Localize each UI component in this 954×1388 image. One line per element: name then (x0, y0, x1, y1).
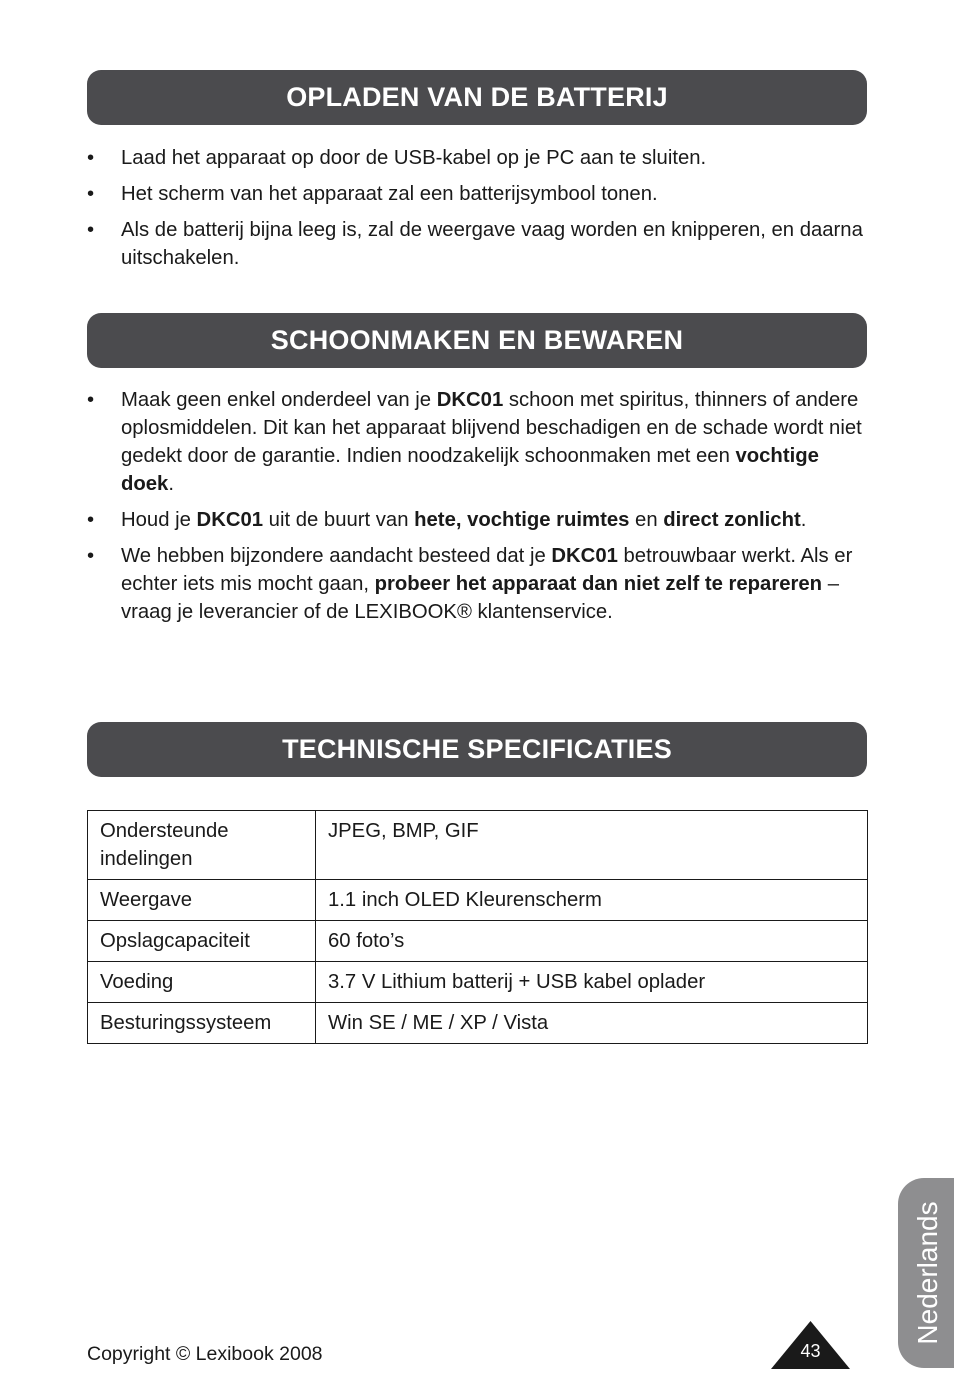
bullet-icon: • (87, 219, 95, 241)
cleaning-bullet-list (87, 386, 867, 634)
list-item (87, 386, 867, 498)
section-heading-cleaning (87, 313, 867, 368)
table-row (88, 880, 868, 921)
language-tab (898, 1178, 954, 1368)
bullet-text: Het scherm van het apparaat zal een batterijsymbool tonen. (121, 183, 658, 205)
spec-value: Win SE / ME / XP / Vista (316, 1003, 868, 1044)
spec-label: Besturingssysteem (88, 1003, 316, 1044)
section-heading-specs (87, 722, 867, 777)
list-item (87, 180, 867, 208)
section-heading-charging (87, 70, 867, 125)
section-title-cleaning: SCHOONMAKEN EN BEWAREN (270, 325, 684, 355)
list-item (87, 216, 867, 272)
copyright-notice: Copyright © Lexibook 2008 (87, 1343, 323, 1365)
section-title-charging: OPLADEN VAN DE BATTERIJ (286, 82, 668, 112)
spec-label: Ondersteunde indelingen (88, 811, 316, 880)
table-row (88, 1003, 868, 1044)
list-item (87, 542, 867, 626)
spec-value: 60 foto’s (316, 921, 868, 962)
bullet-text: Houd je DKC01 uit de buurt van hete, vochtige ruimtes en direct zonlicht. (121, 509, 807, 531)
bullet-text: We hebben bijzondere aandacht besteed dat je DKC01 betrouwbaar werkt. Als er echter iets mis mocht gaan, probeer het apparaat dan niet zelf te repareren – vraag je leverancier of de LEXIBOOK® klantenservice. (121, 545, 853, 623)
table-row (88, 962, 868, 1003)
spec-value: JPEG, BMP, GIF (316, 811, 868, 880)
section-title-specs: TECHNISCHE SPECIFICATIES (282, 734, 672, 764)
bullet-icon: • (87, 545, 95, 567)
charging-bullet-list (87, 144, 867, 280)
page-number-badge (771, 1321, 850, 1369)
bullet-text: Als de batterij bijna leeg is, zal de weergave vaag worden en knipperen, en daarna uitschakelen. (121, 219, 863, 269)
bullet-icon: • (87, 183, 95, 205)
bullet-text: Maak geen enkel onderdeel van je DKC01 schoon met spiritus, thinners of andere oplosmiddelen. Dit kan het apparaat blijvend beschadigen en de schade wordt niet gedekt door de garantie. Indien noodzakelijk schoonmaken met een vochtige doek. (121, 389, 862, 495)
table-row (88, 921, 868, 962)
bullet-icon: • (87, 389, 95, 411)
list-item (87, 506, 867, 534)
spec-table (87, 810, 868, 1044)
page-number: 43 (800, 1341, 821, 1361)
spec-label: Voeding (88, 962, 316, 1003)
language-tab-label: Nederlands (912, 1201, 943, 1345)
spec-value: 1.1 inch OLED Kleurenscherm (316, 880, 868, 921)
bullet-icon: • (87, 147, 95, 169)
spec-value: 3.7 V Lithium batterij + USB kabel oplader (316, 962, 868, 1003)
spec-label: Weergave (88, 880, 316, 921)
list-item (87, 144, 867, 172)
table-row (88, 811, 868, 880)
bullet-icon: • (87, 509, 95, 531)
bullet-text: Laad het apparaat op door de USB-kabel op je PC aan te sluiten. (121, 147, 707, 169)
spec-label: Opslagcapaciteit (88, 921, 316, 962)
